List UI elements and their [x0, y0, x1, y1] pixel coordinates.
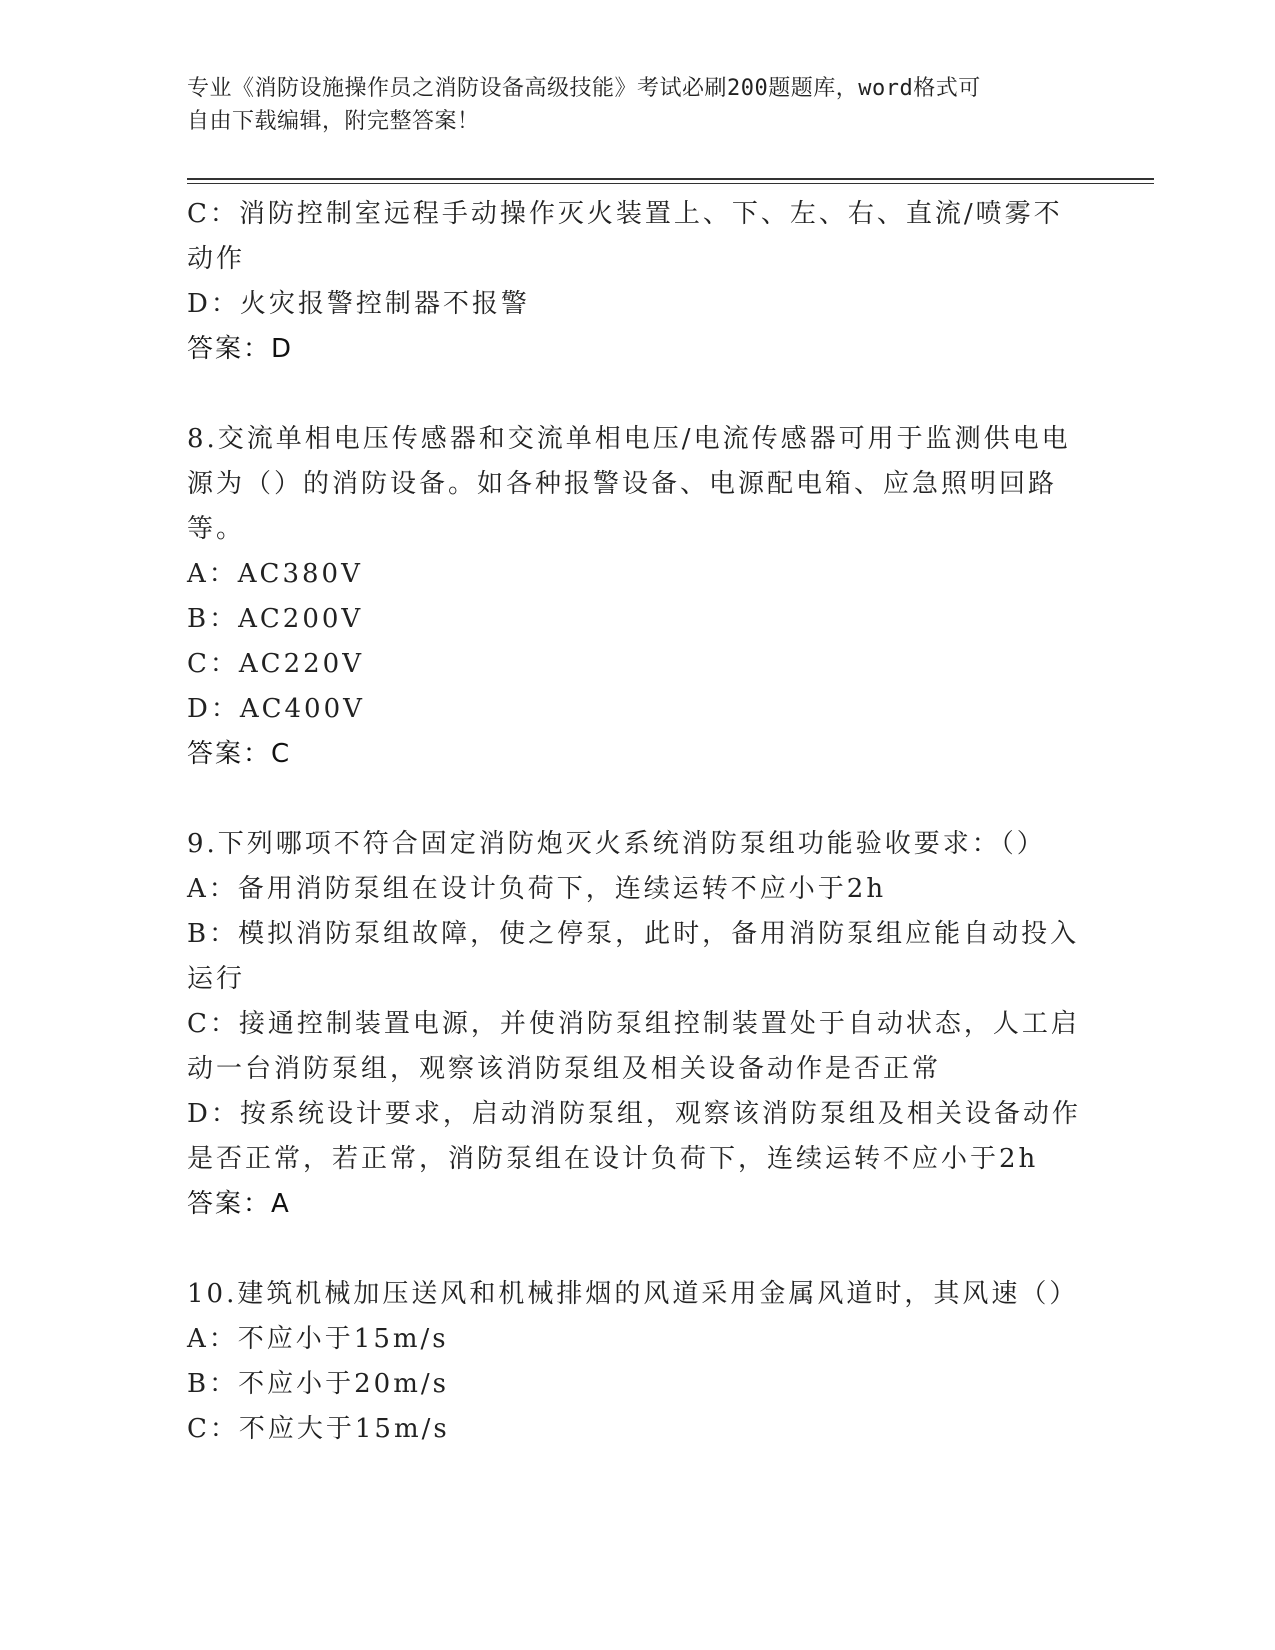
question-7-tail: [187, 192, 1087, 372]
q10-option-a: A：不应小于15m/s: [187, 1324, 449, 1354]
question-8: [187, 417, 1087, 777]
q8-option-a: A：AC380V: [187, 559, 363, 589]
q7-answer: 答案：D: [187, 334, 294, 364]
header-divider-thick: [187, 178, 1154, 180]
q9-answer: 答案：A: [187, 1189, 291, 1219]
q10-option-c: C：不应大于15m/s: [187, 1414, 450, 1444]
q9-option-c-line-2: 动一台消防泵组，观察该消防泵组及相关设备动作是否正常: [187, 1054, 942, 1084]
q7-option-d: D：火灾报警控制器不报警: [187, 289, 530, 319]
header-divider-thin: [187, 183, 1154, 184]
q9-stem: 9.下列哪项不符合固定消防炮灭火系统消防泵组功能验收要求：（）: [187, 829, 1046, 859]
question-10: [187, 1272, 1087, 1452]
q8-stem-line-3: 等。: [187, 514, 246, 544]
question-content: [187, 192, 1087, 1452]
q10-option-b: B：不应小于20m/s: [187, 1369, 449, 1399]
q8-stem-line-2: 源为（）的消防设备。如各种报警设备、电源配电箱、应急照明回路: [187, 469, 1058, 499]
header-line-1: 专业《消防设施操作员之消防设备高级技能》考试必刷200题题库，word格式可: [187, 76, 981, 101]
q8-option-d: D：AC400V: [187, 694, 365, 724]
q8-stem-line-1: 8.交流单相电压传感器和交流单相电压/电流传感器可用于监测供电电: [187, 424, 1071, 454]
q9-option-d-line-2: 是否正常，若正常，消防泵组在设计负荷下，连续运转不应小于2h: [187, 1144, 1039, 1174]
spacer: [187, 777, 1087, 822]
q8-answer: 答案：C: [187, 739, 292, 769]
q9-option-b-line-2: 运行: [187, 964, 246, 994]
q9-option-c-line-1: C：接通控制装置电源，并使消防泵组控制装置处于自动状态，人工启: [187, 1009, 1080, 1039]
header-line-2: 自由下载编辑，附完整答案！: [187, 109, 480, 134]
q9-option-b-line-1: B：模拟消防泵组故障，使之停泵，此时，备用消防泵组应能自动投入: [187, 919, 1080, 949]
spacer: [187, 372, 1087, 417]
q9-option-a: A：备用消防泵组在设计负荷下，连续运转不应小于2h: [187, 874, 887, 904]
q8-option-c: C：AC220V: [187, 649, 364, 679]
q7-option-c-line-2: 动作: [187, 244, 246, 274]
q10-stem: 10.建筑机械加压送风和机械排烟的风道采用金属风道时，其风速（）: [187, 1279, 1079, 1309]
spacer: [187, 1227, 1087, 1272]
q7-option-c-line-1: C：消防控制室远程手动操作灭火装置上、下、左、右、直流/喷雾不: [187, 199, 1063, 229]
page-header: [187, 72, 1087, 138]
q9-option-d-line-1: D：按系统设计要求，启动消防泵组，观察该消防泵组及相关设备动作: [187, 1099, 1081, 1129]
q8-option-b: B：AC200V: [187, 604, 364, 634]
question-9: [187, 822, 1087, 1227]
